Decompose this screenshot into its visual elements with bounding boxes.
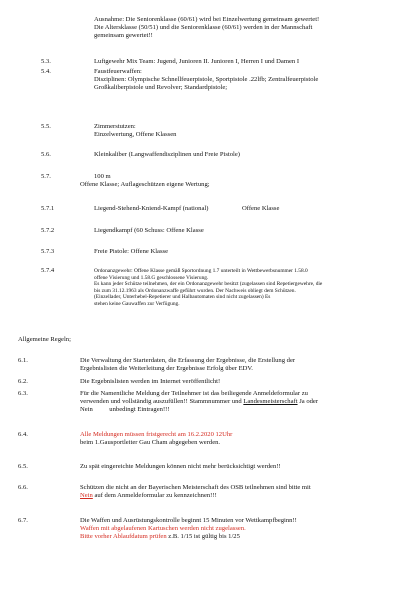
rule-number: 6.1. [18,357,28,364]
rule-text [80,357,295,373]
section-text: Luftgewehr Mix Team: Jugend, Junioren II. Junioren I, Herren I und Damen I [94,58,300,65]
rule-line: Schützen die nicht an der Bayerischen Meisterschaft des OSB teilnehmen sind bitte mit [80,484,311,491]
section-text: Kleinkaliber (Langwaffendisziplinen und Freie Pistole) [94,151,240,158]
rule-number: 6.2. [18,378,28,385]
section-heading: Allgemeine Regeln; [18,336,71,343]
section-line: (Einzellader, Unterhebel-Repetierer und Halbautomaten sind nicht zugelassen) Es [94,294,271,301]
section-line: offene Visierung und 1.58.G geschlossene Visierung. [94,274,209,281]
section-100m [80,173,210,189]
rule-line: beim 1.Gausportleiter Gau Cham abgegeben werden. [80,439,221,446]
section-number: 5.7.3 [41,248,55,255]
section-line: 100 m [94,173,111,180]
rule-text [80,517,297,541]
rule-line: Die Verwaltung der Starterdaten, die Erfassung der Ergebnisse, die Erstellung der [80,357,296,364]
section-number: 5.3. [41,58,51,65]
rule-number: 6.3. [18,390,28,397]
section-ordonanzgewehr [94,268,322,308]
section-number: 5.7. [41,173,51,180]
section-text: Liegend-Stehend-Kniend-Kampf (national) [94,205,209,212]
rule-line: Ergebnislisten die Weiterleitung der Ergebnisse Erfolg über EDV. [80,365,253,372]
rule-line: Für die Namentliche Meldung der Teilnehmer ist das beiliegende Anmeldeformular zu [80,390,308,397]
rule-text: Die Ergebnislisten werden im Internet veröffentlicht! [80,378,221,385]
section-number: 5.4. [41,68,51,75]
section-line: stehen keine Gauwaffen zur Verfügung. [94,300,180,307]
rule-text [80,484,311,500]
intro-line: gemeinsam gewertet!! [94,32,153,39]
section-zimmerstutzen [94,123,176,139]
section-faustfeuerwaffen [94,68,318,92]
rule-line [80,533,297,541]
section-line: bis zum 31.12.1963 als Ordonanzwaffe geführt wurden. Der Nachweis obliegt dem Schützen. [94,287,296,294]
intro-paragraph [94,16,319,40]
section-class: Offene Klasse [242,205,280,212]
section-text: Freie Pistole: Offene Klasse [94,248,169,255]
rule-number: 6.4. [18,431,28,438]
section-line: Faustfeuerwaffen: [94,68,142,75]
rule-text [80,431,232,447]
section-text: Liegendkampf (60 Schuss: Offene Klasse [94,227,204,234]
rule-line: Die Waffen und Ausrüstungskontrolle beginnt 15 Minuten vor Wettkampfbeginn!! [80,517,297,524]
rule-line [80,398,318,406]
rule-line: Nein unbedingt Eintragen!!! [80,406,170,413]
section-line: Ordonanzgewehr: Offene Klasse gemäß Sportordnung 1.7 unterteilt in Wettbewerbsnummer 1.58.0 [94,268,308,274]
intro-line: Ausnahme: Die Seniorenklasse (60/61) wird bei Einzelwertung gemeinsam gewertet! [94,16,320,23]
intro-line: Die Altersklasse (50/51) und die Seniorenklasse (60/61) werden in der Mannschaft [94,24,313,31]
section-number: 5.7.1 [41,205,55,212]
rule-segment: auf dem Anmeldeformular zu kennzeichnen!!! [92,492,217,499]
rule-number: 6.7. [18,517,28,524]
section-line: Offene Klasse; Auflageschützen eigene Wertung; [80,181,210,188]
warning-segment: Bitte vorher Ablaufdatum prüfen [80,533,167,540]
section-number: 5.7.4 [41,267,55,274]
underlined-term: Landesmeisterschaft [243,398,298,405]
section-number: 5.5. [41,123,51,130]
deadline-notice: Alle Meldungen müssen fristgerecht am 16.2.2020 12Uhr [80,431,233,438]
section-line: Zimmerstutzen: [94,123,136,130]
section-line: Disziplinen: Olympische Schnellfeuerpistole, Sportpistole .22lfb; Zentralfeuerpistole [94,76,319,83]
warning-line: Waffen mit abgelaufenen Kartuschen werden nicht zugelassen. [80,525,246,532]
section-line: Großkaliberpistole und Revolver; Standardpistole; [94,84,228,91]
rule-text [80,390,318,414]
section-line: Einzelwertung, Offene Klassen [94,131,177,138]
rule-segment: z.B. 1/15 ist gültig bis 1/25 [166,533,240,540]
section-line: Es kann jeder Schütze teilnehmen, der ein Ordonanzgewehr besitzt (zugelassen sind Repetiergewehre, die [94,281,323,288]
section-number: 5.7.2 [41,227,55,234]
rule-text: Zu spät eingereichte Meldungen können nicht mehr berücksichtigt werden!! [80,463,281,470]
rule-number: 6.6. [18,484,28,491]
rule-segment: Ja oder [297,398,319,405]
section-number: 5.6. [41,151,51,158]
underlined-term: Nein [80,492,93,499]
rule-line [80,492,311,500]
rule-segment: verwenden und vollständig auszufüllen!! Stammnummer und [80,398,244,405]
rule-number: 6.5. [18,463,28,470]
